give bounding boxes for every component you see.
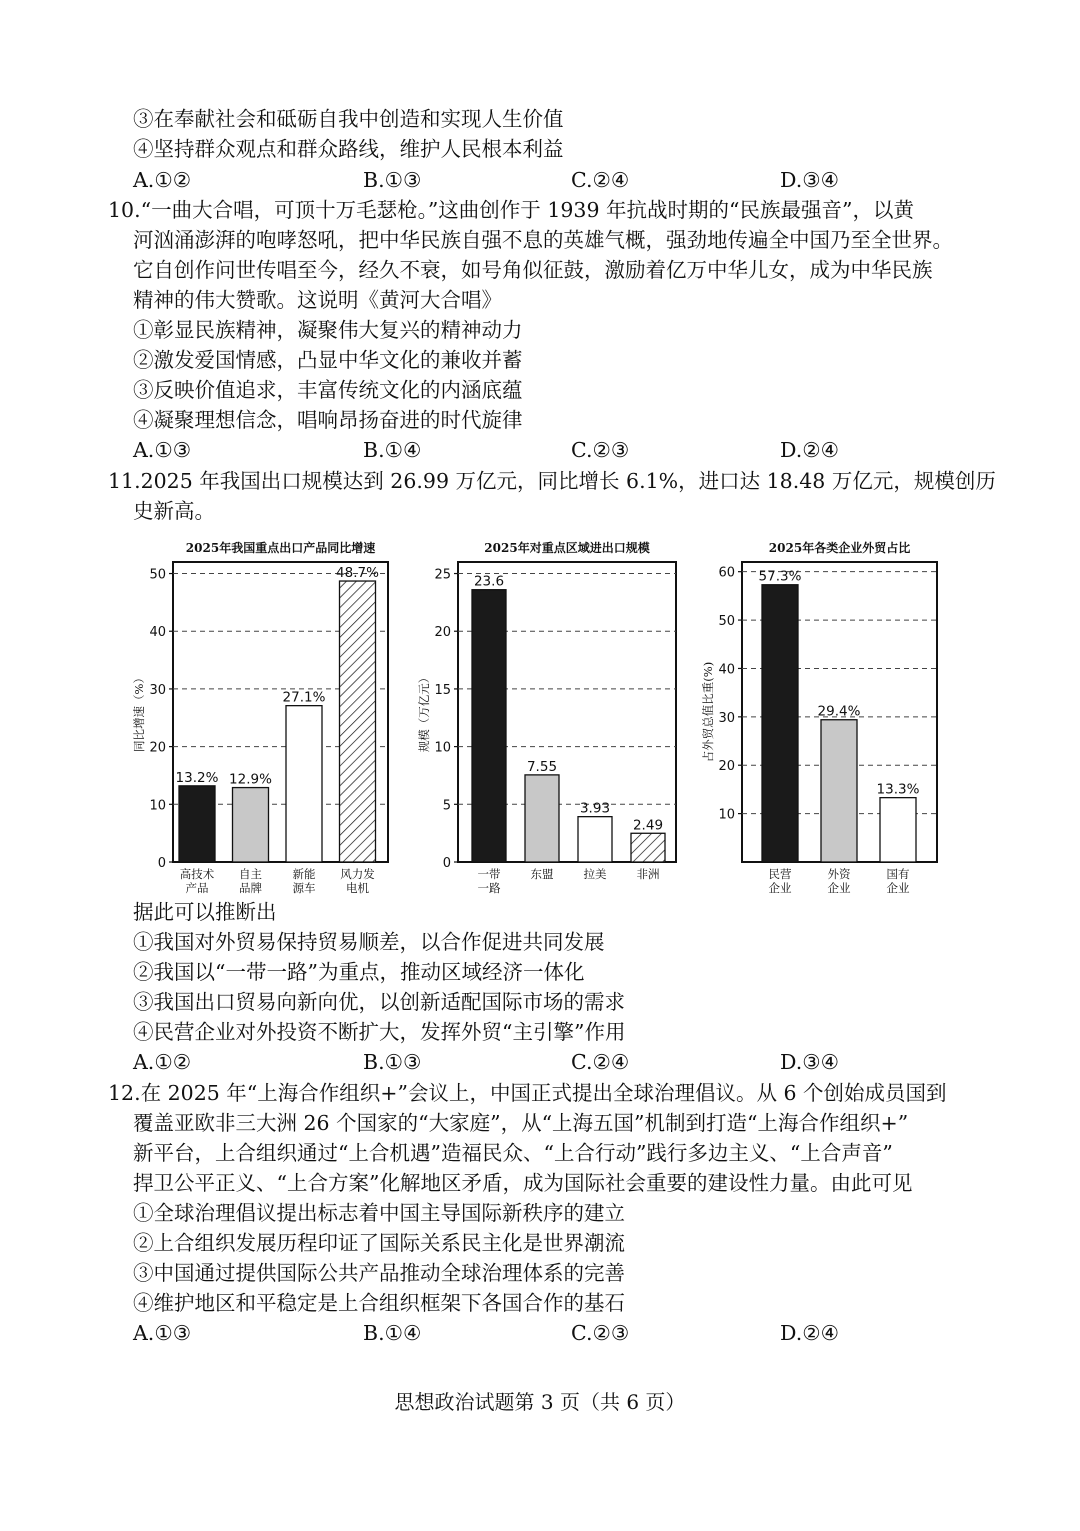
x-tick-label: 产品 <box>185 881 209 895</box>
x-tick-label: 一带 <box>477 867 501 881</box>
bar-value-label: 2.49 <box>632 817 664 834</box>
q12-option-b[interactable]: B.①④ <box>363 1321 422 1345</box>
chart-title: 2025年对重点区域进出口规模 <box>484 541 650 555</box>
q10-options <box>133 436 963 464</box>
x-tick-label: 品牌 <box>239 881 262 895</box>
x-tick-label: 风力发 <box>340 867 375 881</box>
y-tick-label: 15 <box>434 682 451 698</box>
q10-option-c[interactable]: C.②③ <box>571 438 630 462</box>
bar-value-label: 57.3% <box>758 568 802 585</box>
bar-value-label: 27.1% <box>282 689 326 706</box>
q11-item-3: ③我国出口贸易向新向优，以创新适配国际市场的需求 <box>133 990 625 1014</box>
y-tick-label: 25 <box>434 567 451 583</box>
x-tick-label: 企业 <box>886 881 910 895</box>
q12-option-d[interactable]: D.②④ <box>780 1321 839 1345</box>
regional-trade-chart <box>408 532 688 900</box>
q12-options <box>133 1319 963 1347</box>
bar <box>631 833 665 862</box>
q12-item-3: ③中国通过提供国际公共产品推动全球治理体系的完善 <box>133 1261 625 1285</box>
x-tick-label: 非洲 <box>636 867 660 881</box>
q11-options <box>133 1048 963 1076</box>
y-axis-label: 占外贸总值比重(%) <box>701 661 715 763</box>
enterprise-share-chart <box>700 532 950 900</box>
bar-value-label: 29.4% <box>817 703 861 720</box>
q9-item-4: ④坚持群众观点和群众路线，维护人民根本利益 <box>133 137 564 161</box>
bar <box>286 706 322 862</box>
bar-value-label: 23.6 <box>473 573 505 590</box>
q12-item-4: ④维护地区和平稳定是上合组织框架下各国合作的基石 <box>133 1291 625 1315</box>
y-tick-label: 50 <box>718 614 735 630</box>
q11-item-2: ②我国以“一带一路”为重点，推动区域经济一体化 <box>133 960 585 984</box>
y-tick-label: 50 <box>149 567 166 583</box>
bar-value-label: 48.7% <box>336 565 379 582</box>
y-tick-label: 5 <box>442 798 451 814</box>
bar <box>821 720 857 862</box>
y-tick-label: 40 <box>718 662 735 678</box>
x-tick-label: 东盟 <box>530 867 554 881</box>
y-tick-label: 60 <box>718 565 735 581</box>
q11-option-c[interactable]: C.②④ <box>571 1050 630 1074</box>
x-tick-label: 一路 <box>477 881 501 895</box>
bar <box>578 817 612 862</box>
q9-option-a[interactable]: A.①② <box>133 168 192 192</box>
x-tick-label: 国有 <box>886 867 910 881</box>
bar <box>179 786 215 862</box>
q11-option-a[interactable]: A.①② <box>133 1050 192 1074</box>
q12-option-a[interactable]: A.①③ <box>133 1321 192 1345</box>
x-tick-label: 企业 <box>827 881 851 895</box>
q11-lead: 据此可以推断出 <box>133 900 277 924</box>
x-tick-label: 企业 <box>768 881 792 895</box>
q10-option-b[interactable]: B.①④ <box>363 438 422 462</box>
x-tick-label: 民营 <box>768 867 792 881</box>
q9-option-d[interactable]: D.③④ <box>780 168 839 192</box>
q11-option-d[interactable]: D.③④ <box>780 1050 839 1074</box>
y-tick-label: 10 <box>718 807 735 823</box>
bar-value-label: 3.93 <box>579 800 611 817</box>
bar-value-label: 12.9% <box>229 771 272 788</box>
y-tick-label: 40 <box>149 625 166 641</box>
q10-item-1: ①彰显民族精神，凝聚伟大复兴的精神动力 <box>133 318 523 342</box>
x-tick-label: 电机 <box>346 881 369 895</box>
q12-item-1: ①全球治理倡议提出标志着中国主导国际新秩序的建立 <box>133 1201 625 1225</box>
q10-stem-line-3: 它自创作问世传唱至今，经久不衰，如号角似征鼓，激励着亿万中华儿女，成为中华民族 <box>133 258 933 282</box>
q11-option-b[interactable]: B.①③ <box>363 1050 422 1074</box>
y-tick-label: 20 <box>149 740 166 756</box>
q10-stem-line-2: 河汹涌澎湃的咆哮怒吼，把中华民族自强不息的英雄气概，强劲地传遍全中国乃至全世界。 <box>133 228 953 252</box>
q10-item-2: ②激发爱国情感，凸显中华文化的兼收并蓄 <box>133 348 523 372</box>
q10-stem-line-4: 精神的伟大赞歌。这说明《黄河大合唱》 <box>133 288 502 312</box>
q10-option-d[interactable]: D.②④ <box>780 438 839 462</box>
q9-options <box>133 166 963 194</box>
q9-option-c[interactable]: C.②④ <box>571 168 630 192</box>
q10-item-3: ③反映价值追求，丰富传统文化的内涵底蕴 <box>133 378 523 402</box>
y-tick-label: 10 <box>434 740 451 756</box>
q12-stem-line-2: 覆盖亚欧非三大洲 26 个国家的“大家庭”，从“上海五国”机制到打造“上海合作组织+” <box>133 1111 909 1135</box>
q10-option-a[interactable]: A.①③ <box>133 438 192 462</box>
q11-stem-line-1: 11.2025 年我国出口规模达到 26.99 万亿元，同比增长 6.1%，进口达 18.48 万亿元，规模创历 <box>108 469 996 493</box>
bar <box>880 798 916 862</box>
q12-stem-line-3: 新平台，上合组织通过“上合机遇”造福民众、“上合行动”践行多边主义、“上合声音” <box>133 1141 893 1165</box>
x-tick-label: 源车 <box>292 881 316 895</box>
y-tick-label: 30 <box>149 682 166 698</box>
x-tick-label: 高技术 <box>179 867 215 881</box>
q9-option-b[interactable]: B.①③ <box>363 168 422 192</box>
q12-option-c[interactable]: C.②③ <box>571 1321 630 1345</box>
y-axis-label: 规模（万亿元） <box>417 671 431 753</box>
bar <box>340 581 376 862</box>
q12-item-2: ②上合组织发展历程印证了国际关系民主化是世界潮流 <box>133 1231 625 1255</box>
q11-stem-line-2: 史新高。 <box>133 499 215 523</box>
x-tick-label: 自主 <box>239 867 262 881</box>
q11-item-4: ④民营企业对外投资不断扩大，发挥外贸“主引擎”作用 <box>133 1020 626 1044</box>
chart-title: 2025年我国重点出口产品同比增速 <box>185 541 376 555</box>
bar-value-label: 7.55 <box>526 758 558 775</box>
y-tick-label: 10 <box>149 798 166 814</box>
bar-value-label: 13.2% <box>175 769 219 786</box>
q12-stem-line-1: 12.在 2025 年“上海合作组织+”会议上，中国正式提出全球治理倡议。从 6 个创始成员国到 <box>108 1081 947 1105</box>
chart-title: 2025年各类企业外贸占比 <box>768 541 911 555</box>
q12-stem-line-4: 捍卫公平正义、“上合方案”化解地区矛盾，成为国际社会重要的建设性力量。由此可见 <box>133 1171 913 1195</box>
y-tick-label: 20 <box>434 625 451 641</box>
export-growth-chart <box>118 532 398 900</box>
y-tick-label: 20 <box>718 759 735 775</box>
y-tick-label: 0 <box>157 856 166 871</box>
q9-item-3: ③在奉献社会和砥砺自我中创造和实现人生价值 <box>133 107 564 131</box>
y-axis-label: 同比增速（%） <box>132 672 146 752</box>
bar-value-label: 13.3% <box>876 781 920 798</box>
y-tick-label: 30 <box>718 710 735 726</box>
x-tick-label: 拉美 <box>583 867 607 881</box>
page-footer: 思想政治试题第 3 页（共 6 页） <box>394 1390 686 1414</box>
bar <box>762 585 798 862</box>
y-tick-label: 0 <box>442 856 451 871</box>
bar <box>472 590 506 862</box>
q11-item-1: ①我国对外贸易保持贸易顺差，以合作促进共同发展 <box>133 930 605 954</box>
bar <box>525 775 559 862</box>
q10-stem-line-1: 10.“一曲大合唱，可顶十万毛瑟枪。”这曲创作于 1939 年抗战时期的“民族最强音”，以黄 <box>108 198 914 222</box>
x-tick-label: 新能 <box>292 867 316 881</box>
x-tick-label: 外资 <box>827 867 851 881</box>
bar <box>233 788 269 862</box>
q10-item-4: ④凝聚理想信念，唱响昂扬奋进的时代旋律 <box>133 408 523 432</box>
